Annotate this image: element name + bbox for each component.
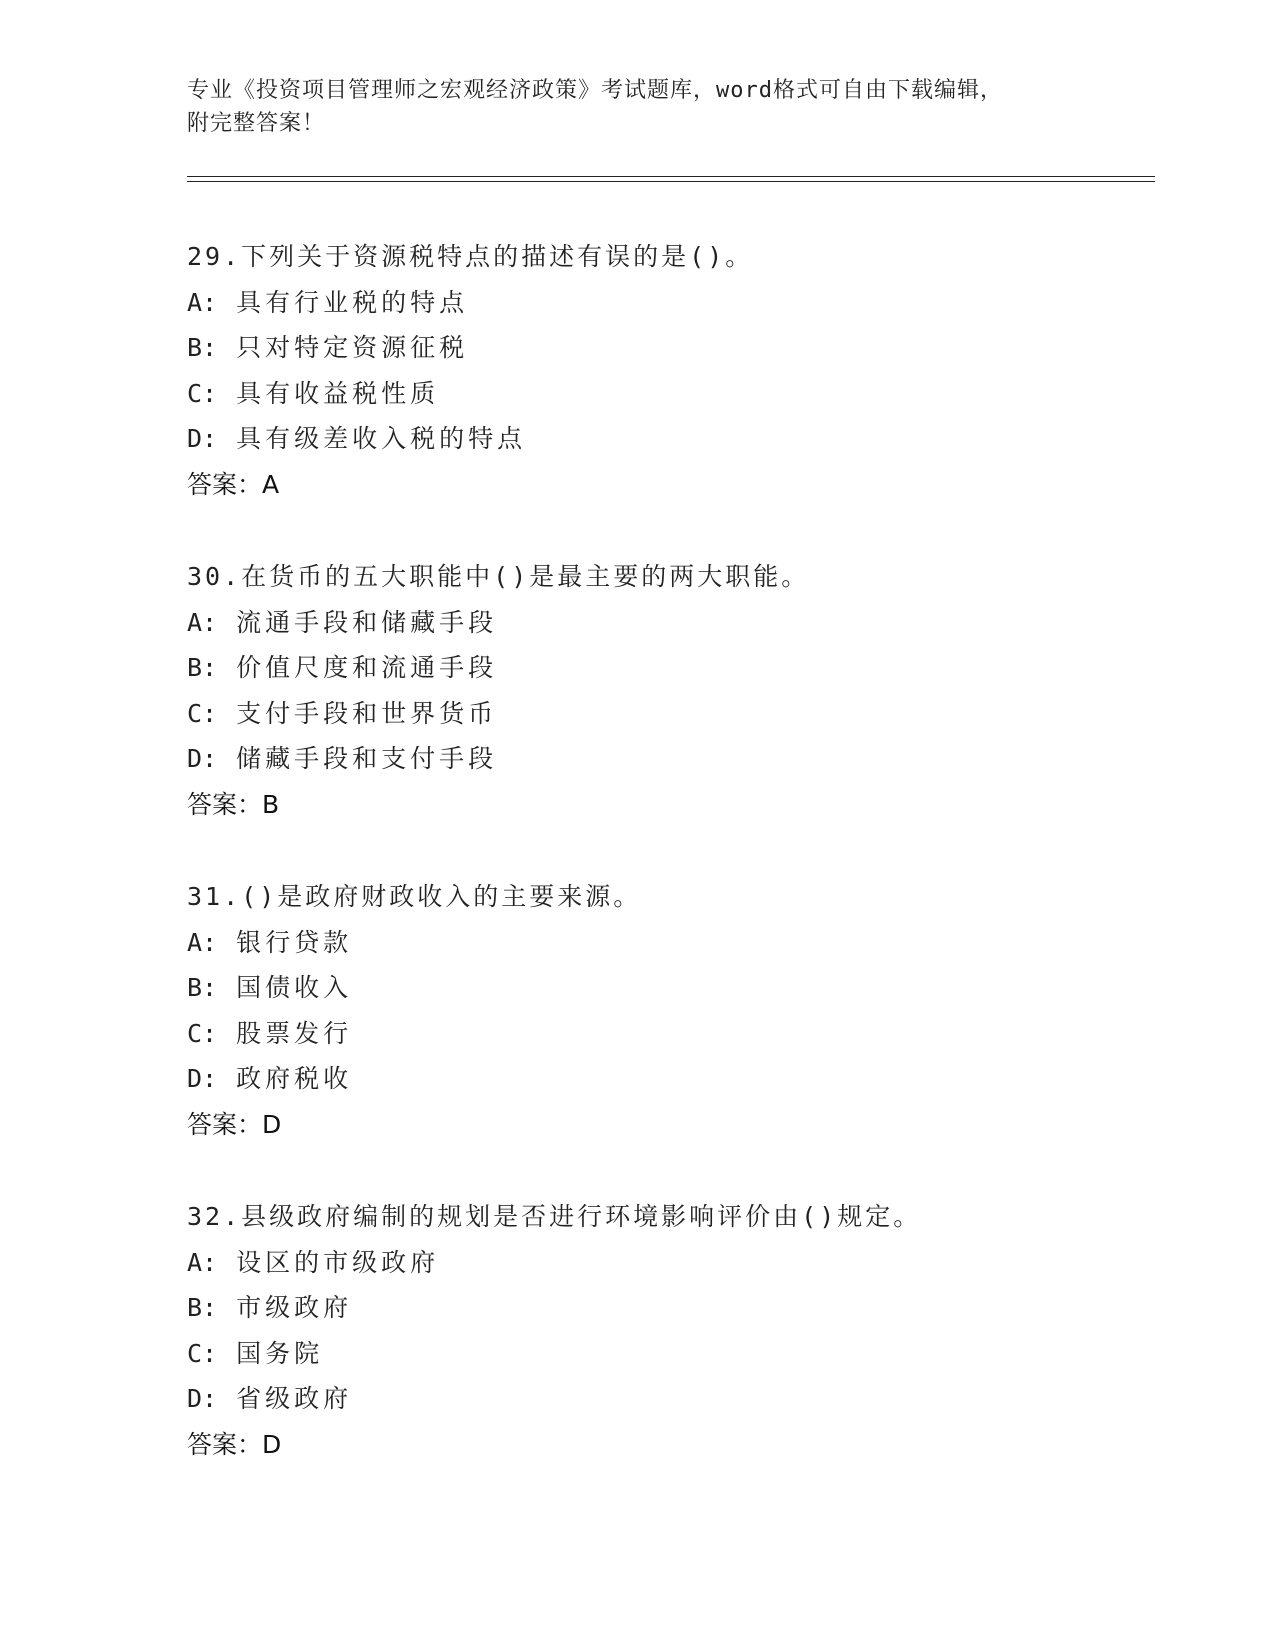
option-letter: C: bbox=[187, 378, 218, 408]
option-text: 具有收益税性质 bbox=[236, 378, 440, 408]
option-letter: D: bbox=[187, 1384, 218, 1413]
option-b bbox=[187, 645, 1147, 691]
option-letter: D: bbox=[187, 424, 218, 453]
answer-line bbox=[187, 782, 1147, 828]
option-text: 储藏手段和支付手段 bbox=[236, 744, 498, 773]
option-letter: A: bbox=[187, 927, 218, 957]
question-30 bbox=[187, 554, 1147, 874]
option-d bbox=[187, 1376, 1147, 1422]
header-divider-bottom bbox=[187, 181, 1155, 182]
question-stem: 29.下列关于资源税特点的描述有误的是()。 bbox=[187, 242, 754, 271]
question-stem: 31.()是政府财政收入的主要来源。 bbox=[187, 882, 642, 911]
option-c bbox=[187, 371, 1147, 417]
answer-label: 答案： bbox=[187, 469, 263, 499]
option-text: 具有行业税的特点 bbox=[236, 287, 469, 317]
question-32 bbox=[187, 1194, 1147, 1514]
answer-value: B bbox=[262, 789, 280, 819]
option-a bbox=[187, 920, 1147, 966]
answer-value: D bbox=[262, 1109, 282, 1139]
option-b bbox=[187, 965, 1147, 1011]
option-text: 股票发行 bbox=[236, 1018, 353, 1048]
option-letter: D: bbox=[187, 744, 218, 773]
option-letter: C: bbox=[187, 698, 218, 728]
option-c bbox=[187, 1331, 1147, 1377]
option-d bbox=[187, 1056, 1147, 1102]
header-line-2: 附完整答案！ bbox=[187, 111, 326, 136]
option-c bbox=[187, 691, 1147, 737]
option-letter: B: bbox=[187, 1293, 218, 1322]
option-b bbox=[187, 1285, 1147, 1331]
option-text: 省级政府 bbox=[236, 1384, 353, 1413]
option-letter: C: bbox=[187, 1018, 218, 1048]
option-text: 银行贷款 bbox=[236, 927, 353, 957]
option-letter: A: bbox=[187, 607, 218, 637]
answer-line bbox=[187, 1422, 1147, 1468]
option-text: 市级政府 bbox=[236, 1293, 353, 1322]
answer-label: 答案： bbox=[187, 789, 263, 819]
option-a bbox=[187, 600, 1147, 646]
answer-value: D bbox=[262, 1429, 282, 1459]
option-text: 具有级差收入税的特点 bbox=[236, 424, 527, 453]
option-text: 支付手段和世界货币 bbox=[236, 698, 498, 728]
header-line-1: 专业《投资项目管理师之宏观经济政策》考试题库，word格式可自由下载编辑， bbox=[187, 78, 1003, 103]
question-list bbox=[187, 234, 1147, 1514]
option-letter: B: bbox=[187, 333, 218, 362]
answer-value: A bbox=[262, 469, 280, 499]
document-header bbox=[187, 74, 1087, 140]
option-text: 国务院 bbox=[236, 1338, 324, 1368]
question-31 bbox=[187, 874, 1147, 1194]
option-d bbox=[187, 416, 1147, 462]
option-text: 国债收入 bbox=[236, 973, 353, 1002]
option-letter: A: bbox=[187, 287, 218, 317]
option-b bbox=[187, 325, 1147, 371]
header-divider-top bbox=[187, 176, 1155, 177]
answer-line bbox=[187, 462, 1147, 508]
option-text: 流通手段和储藏手段 bbox=[236, 607, 498, 637]
option-a bbox=[187, 1240, 1147, 1286]
option-letter: A: bbox=[187, 1247, 218, 1277]
option-a bbox=[187, 280, 1147, 326]
option-text: 设区的市级政府 bbox=[236, 1247, 440, 1277]
option-letter: C: bbox=[187, 1338, 218, 1368]
option-letter: D: bbox=[187, 1064, 218, 1093]
answer-line bbox=[187, 1102, 1147, 1148]
question-29 bbox=[187, 234, 1147, 554]
option-text: 只对特定资源征税 bbox=[236, 333, 469, 362]
option-text: 政府税收 bbox=[236, 1064, 353, 1093]
option-c bbox=[187, 1011, 1147, 1057]
option-letter: B: bbox=[187, 653, 218, 682]
option-d bbox=[187, 736, 1147, 782]
answer-label: 答案： bbox=[187, 1109, 263, 1139]
question-stem: 30.在货币的五大职能中()是最主要的两大职能。 bbox=[187, 562, 810, 591]
question-stem: 32.县级政府编制的规划是否进行环境影响评价由()规定。 bbox=[187, 1202, 922, 1231]
option-letter: B: bbox=[187, 973, 218, 1002]
answer-label: 答案： bbox=[187, 1429, 263, 1459]
option-text: 价值尺度和流通手段 bbox=[236, 653, 498, 682]
